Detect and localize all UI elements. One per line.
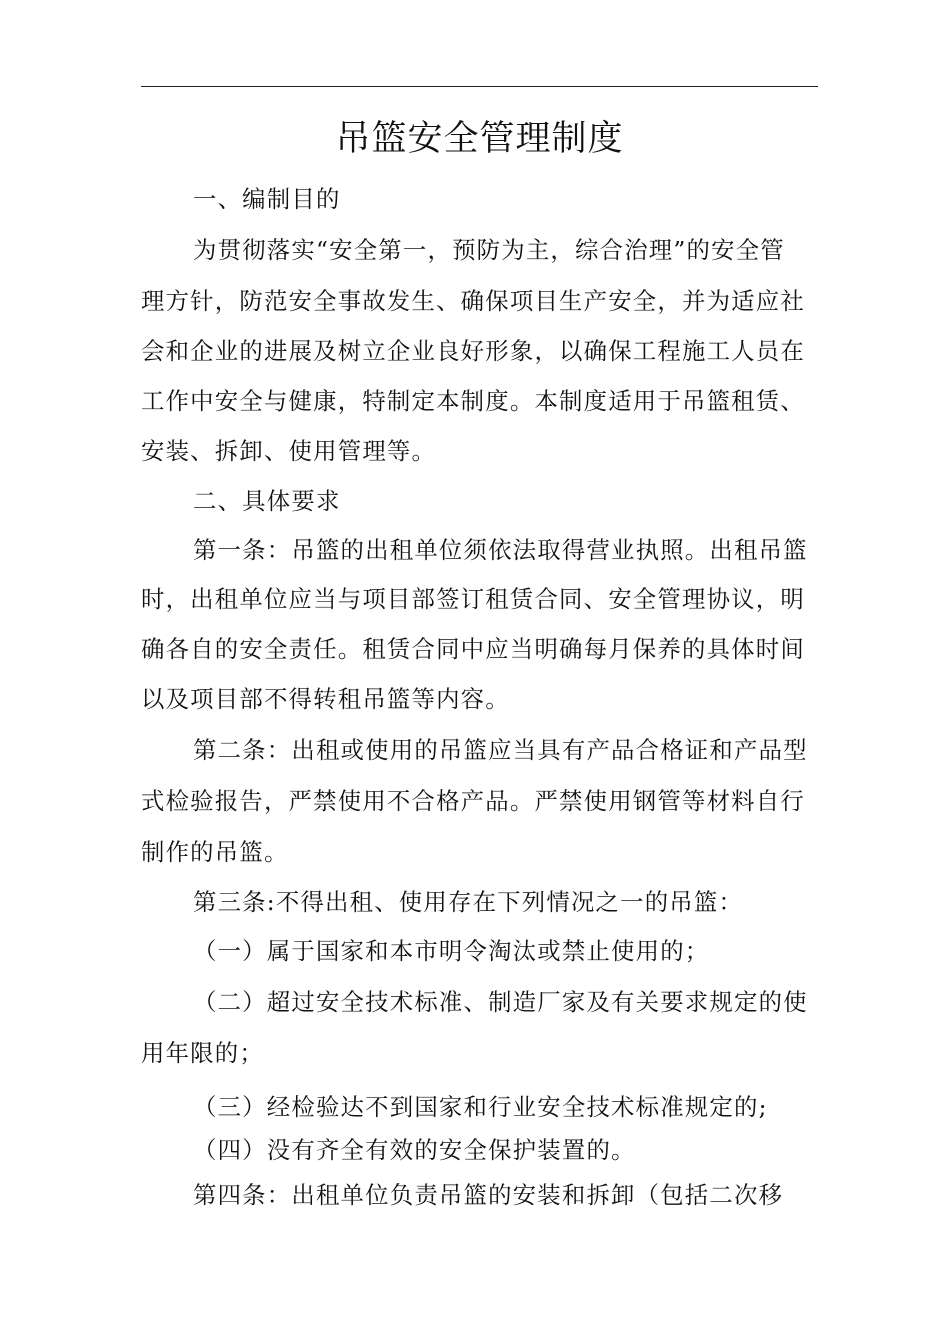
- list-item: （四）没有齐全有效的安全保护装置的。: [193, 1136, 636, 1164]
- paragraph-line: 为贯彻落实“安全第一，预防为主，综合治理”的安全管: [193, 236, 785, 264]
- document-title: 吊篮安全管理制度: [335, 119, 624, 159]
- paragraph-line: 会和企业的进展及树立企业良好形象，以确保工程施工人员在: [141, 337, 805, 365]
- paragraph-line: 第三条:不得出租、使用存在下列情况之一的吊篮：: [193, 888, 744, 916]
- paragraph-line: 第二条：出租或使用的吊篮应当具有产品合格证和产品型: [193, 736, 808, 764]
- paragraph-line: 以及项目部不得转租吊篮等内容。: [141, 685, 510, 713]
- paragraph-line: 制作的吊篮。: [141, 838, 289, 866]
- list-item: （一）属于国家和本市明令淘汰或禁止使用的；: [193, 937, 710, 965]
- paragraph-line: 时，出租单位应当与项目部签订租赁合同、安全管理协议，明: [141, 585, 805, 613]
- paragraph-line: 式检验报告，严禁使用不合格产品。严禁使用钢管等材料自行: [141, 787, 805, 815]
- header-rule: [141, 86, 818, 87]
- heading-purpose: 一、编制目的: [193, 185, 341, 213]
- list-item: 用年限的；: [141, 1039, 264, 1067]
- paragraph-line: 确各自的安全责任。租赁合同中应当明确每月保养的具体时间: [141, 635, 805, 663]
- paragraph-line: 第四条：出租单位负责吊篮的安装和拆卸（包括二次移: [193, 1181, 784, 1209]
- list-item: （二）超过安全技术标准、制造厂家及有关要求规定的使: [193, 988, 808, 1016]
- paragraph-line: 理方针，防范安全事故发生、确保项目生产安全，并为适应社: [141, 287, 805, 315]
- heading-requirements: 二、具体要求: [193, 487, 341, 515]
- list-item: （三）经检验达不到国家和行业安全技术标准规定的;: [193, 1093, 768, 1121]
- paragraph-line: 工作中安全与健康，特制定本制度。本制度适用于吊篮租赁、: [141, 387, 805, 415]
- paragraph-line: 安装、拆卸、使用管理等。: [141, 437, 437, 465]
- paragraph-line: 第一条：吊篮的出租单位须依法取得营业执照。出租吊篮: [193, 536, 808, 564]
